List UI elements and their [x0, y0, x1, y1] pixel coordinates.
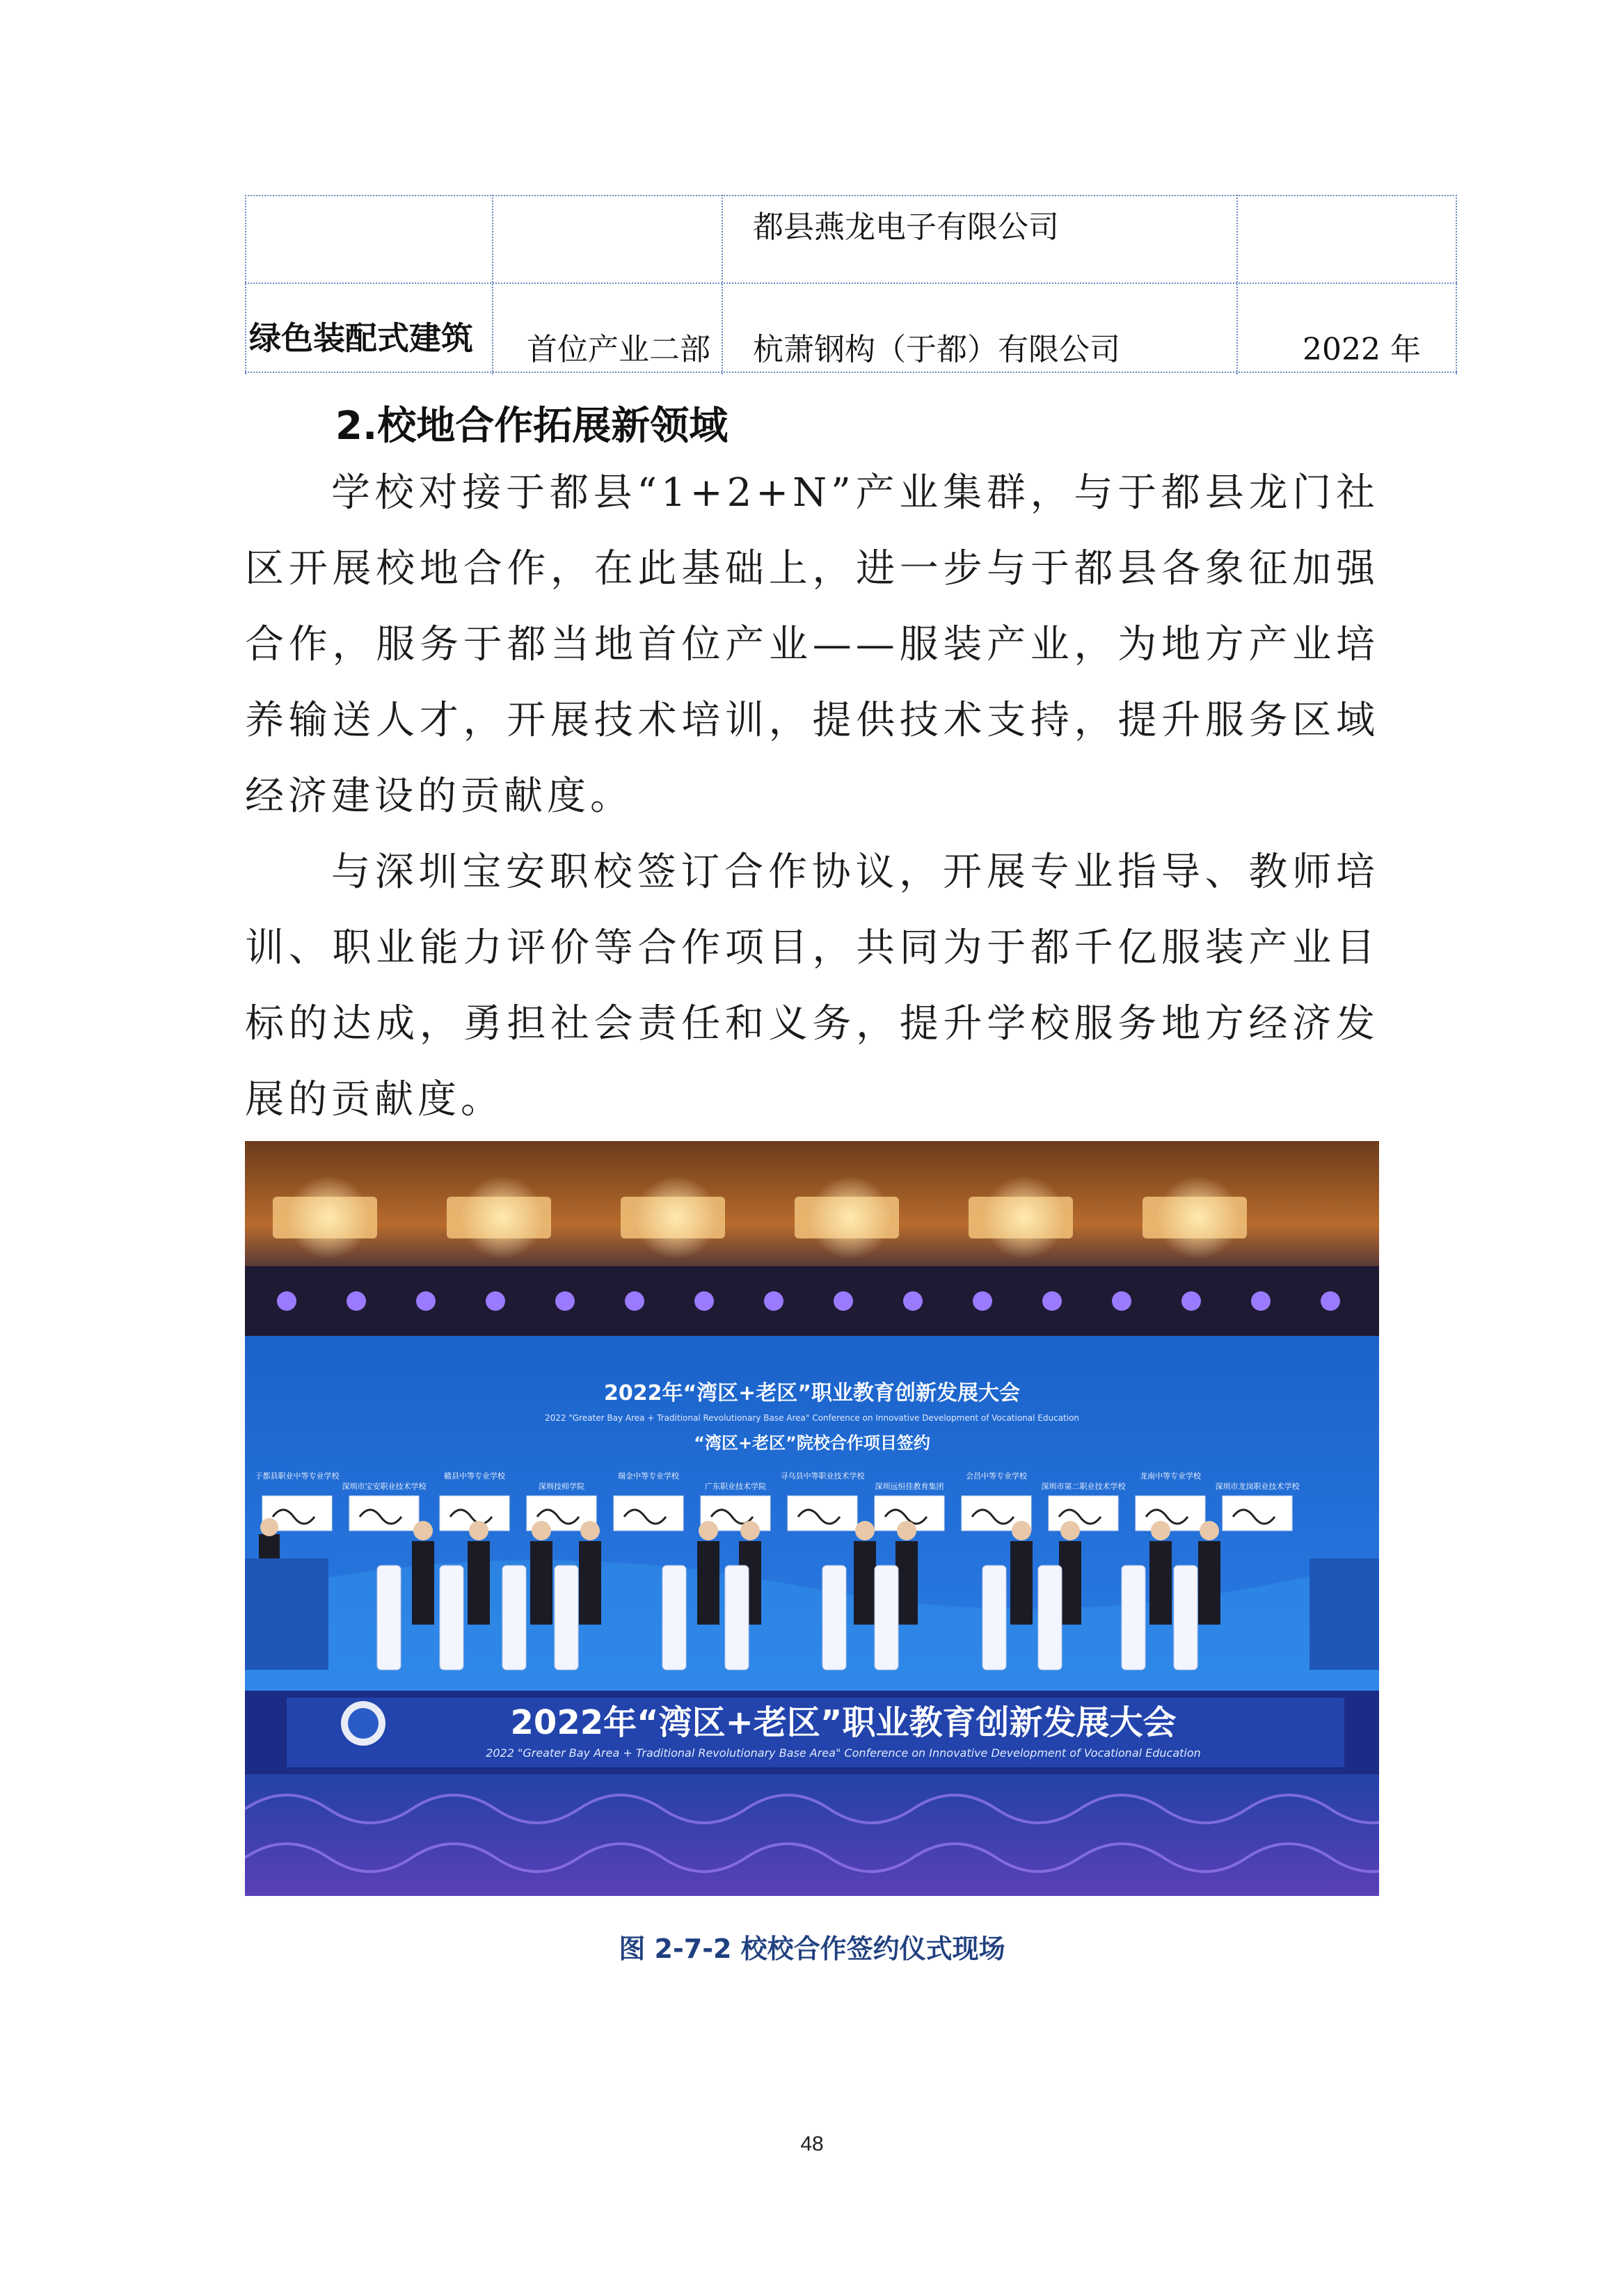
- school-label: 深圳市龙岗职业技术学校: [1215, 1482, 1300, 1491]
- paragraph-2-text: 与深圳宝安职校签订合作协议，开展专业指导、教师培训、职业能力评价等合作项目，共同为于都千亿服装产业目标的达成，勇担社会责任和义务，提升学校服务地方经济发展的贡献度。: [245, 850, 1379, 1122]
- school-label: 深圳市第二职业技术学校: [1041, 1482, 1126, 1491]
- school-label: 于都县职业中等专业学校: [255, 1472, 340, 1481]
- school-label: 寻乌县中等职业技术学校: [780, 1472, 865, 1481]
- table-cell-department: 首位产业二部: [527, 332, 710, 367]
- table-cell-company-2: 杭萧钢构（于都）有限公司: [753, 332, 1120, 367]
- table-cell-year: 2022 年: [1303, 332, 1421, 367]
- screen-subtitle: 2022 "Greater Bay Area + Traditional Revolutionary Base Area" Conference on Innovative Development of Vocational Education: [544, 1413, 1080, 1423]
- page-number: 48: [800, 2132, 824, 2155]
- school-label: 瑞金中等专业学校: [618, 1472, 679, 1481]
- paragraph-1: [245, 455, 1379, 834]
- paragraph-2: [245, 834, 1379, 1138]
- screen-title: 2022年“湾区+老区”职业教育创新发展大会: [603, 1381, 1021, 1405]
- school-label: 赣县中等专业学校: [444, 1472, 505, 1481]
- school-label: 龙南中等专业学校: [1140, 1472, 1201, 1481]
- school-label: 深圳远恒佳教育集团: [875, 1482, 944, 1491]
- section-heading: 2.校地合作拓展新领域: [335, 404, 729, 449]
- figure-caption: 图 2-7-2 校校合作签约仪式现场: [619, 1934, 1005, 1964]
- school-label: 广东职业技术学院: [705, 1482, 766, 1491]
- table-cell-industry: 绿色装配式建筑: [249, 319, 473, 357]
- school-label: 深圳市宝安职业技术学校: [342, 1482, 427, 1491]
- school-label: 会昌中等专业学校: [966, 1472, 1027, 1481]
- floor-subtitle: 2022 "Greater Bay Area + Traditional Revolutionary Base Area" Conference on Innovative Development of Vocational Education: [486, 1746, 1201, 1760]
- ceremony-photo: [245, 1141, 1379, 1896]
- table-cell-company-1: 都县燕龙电子有限公司: [753, 209, 1059, 245]
- screen-banner: “湾区+老区”院校合作项目签约: [694, 1433, 930, 1453]
- table-fragment: [245, 195, 1457, 374]
- school-label: 深圳技师学院: [539, 1482, 584, 1491]
- paragraph-1-text: 学校对接于都县“1+2+N”产业集群，与于都县龙门社区开展校地合作，在此基础上，进一步与于都县各象征加强合作，服务于都当地首位产业——服装产业，为地方产业培养输送人才，开展技术培训，提供技术支持，提升服务区域经济建设的贡献度。: [245, 470, 1379, 819]
- floor-title: 2022年“湾区+老区”职业教育创新发展大会: [510, 1703, 1177, 1742]
